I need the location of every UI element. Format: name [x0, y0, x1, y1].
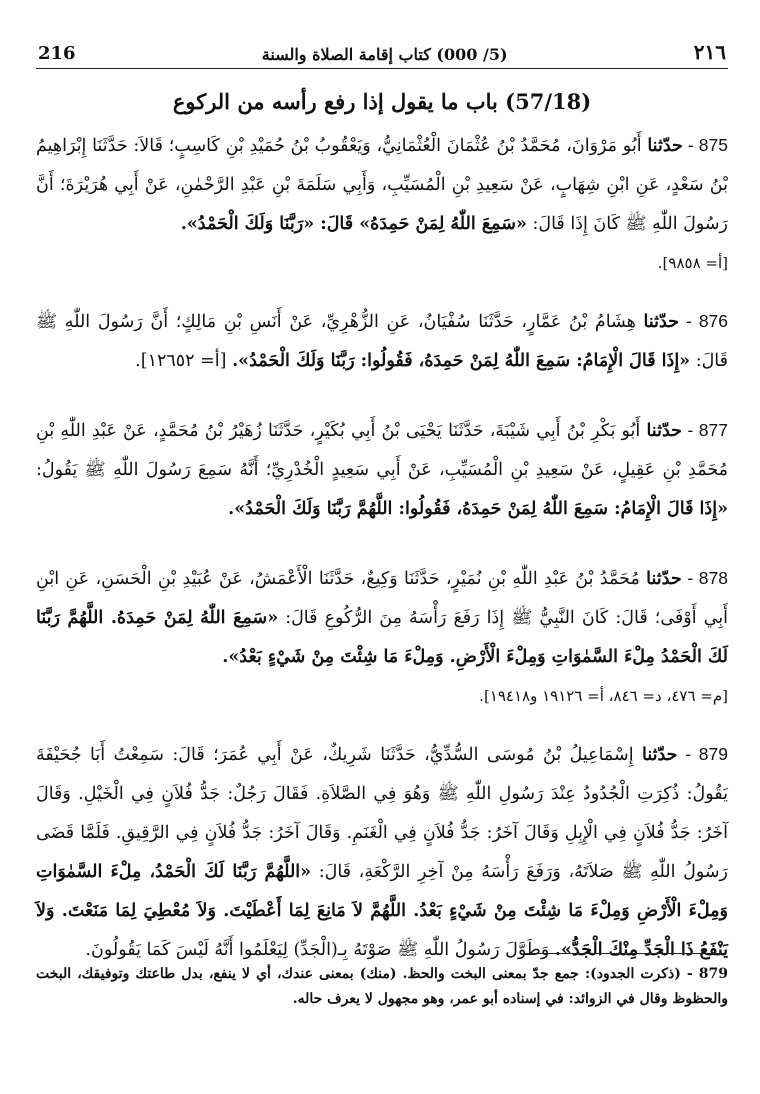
hadith-tail: وَطَوَّلَ رَسُولُ اللّٰهِ ﷺ صَوْتَهُ بِـ(الْجَدِّ) لِيَعْلَمُوا أَنَّهُ لَيْسَ كَمَا يَقُولُونَ.	[85, 940, 555, 960]
hadith-quote: «إِذَا قَالَ الْإِمَامُ: سَمِعَ اللّٰهُ لِمَنْ حَمِدَهُ، فَقُولُوا: رَبَّنَا وَلَكَ الْحَمْدُ».	[232, 351, 691, 371]
hadith-879	[36, 735, 728, 970]
hadith-875	[36, 126, 728, 244]
running-title: (5/ 000) كتاب إقامة الصلاة والسنة	[261, 45, 508, 64]
page	[36, 30, 728, 1000]
hadith-lead: حدّثنا	[647, 136, 683, 156]
hadith-number: 879 -	[677, 744, 728, 764]
hadith-text: أَبُو بَكْرِ بْنُ أَبِي شَيْبَةَ، حَدَّثَنَا يَحْيَى بْنُ أَبِي بُكَيْرٍ، حَدَّثَنَا زُهَيْرُ بْنُ مُحَمَّدٍ، عَنْ عَبْدِ اللّٰهِ بْنِ مُحَمَّدِ بْنِ عَقِيلٍ، عَنْ سَعِيدِ بْنِ الْمُسَيِّبِ، عَنْ أَبِي سَعِيدٍ الْخُدْرِيِّ؛ أَنَّهُ سَمِعَ رَسُولَ اللّٰهِ ﷺ يَقُولُ:	[36, 421, 728, 480]
page-header	[36, 30, 728, 69]
hadith-reference: [أ= ٩٨٥٨].	[657, 254, 728, 272]
hadith-lead: حدّثنا	[642, 745, 678, 765]
hadith-lead: حدّثنا	[643, 312, 680, 332]
hadith-text: هِشَامُ بْنُ عَمَّارٍ، حَدَّثَنَا سُفْيَانُ، عَنِ الزُّهْرِيِّ، عَنْ أَنَسِ بْنِ مَالِكٍ؛ أَنَّ رَسُولَ اللّٰهِ ﷺ قَالَ:	[36, 312, 728, 371]
footnote-separator	[524, 953, 724, 954]
hadith-quote: «سَمِعَ اللّٰهُ لِمَنْ حَمِدَهُ» قَالَ: «رَبَّنَا وَلَكَ الْحَمْدُ».	[180, 214, 527, 234]
hadith-lead: حدّثنا	[646, 421, 682, 441]
hadith-quote: «إِذَا قَالَ الْإِمَامُ: سَمِعَ اللّٰهُ لِمَنْ حَمِدَهُ، فَقُولُوا: اللَّهُمَّ رَبَّنَا وَلَكَ الْحَمْدُ».	[228, 499, 728, 519]
hadith-877	[36, 411, 728, 529]
hadith-reference: [م= ٤٧٦، د= ٨٤٦، أ= ١٩١٢٦ و١٩٤١٨].	[479, 687, 728, 705]
page-number-latin: 216	[38, 43, 76, 64]
hadith-number: 877 -	[681, 420, 728, 440]
hadith-878	[36, 559, 728, 677]
hadith-text: أَبُو مَرْوَانَ، مُحَمَّدُ بْنُ عُثْمَانَ الْعُثْمَانِيُّ، وَيَعْقُوبُ بْنُ حُمَيْدِ بْنِ كَاسِبٍ؛ قَالاَ: حَدَّثَنَا إِبْرَاهِيمُ بْنُ سَعْدٍ، عَنِ ابْنِ شِهَابٍ، عَنْ سَعِيدِ بْنِ الْمُسَيِّبِ، وَأَبِي سَلَمَةَ بْنِ عَبْدِ الرَّحْمٰنِ، عَنْ أَبِي هُرَيْرَةَ؛ أَنَّ رَسُولَ اللّٰهِ ﷺ كَانَ إِذَا قَالَ:	[36, 136, 728, 234]
hadith-number: 876 -	[679, 311, 729, 331]
hadith-lead: حدّثنا	[646, 569, 682, 589]
hadith-quote: «اللَّهُمَّ رَبَّنَا لَكَ الْحَمْدُ، مِلْءَ السَّمٰوَاتِ وَمِلْءَ الْأَرْضِ وَمِلْءَ مَا شِئْتَ مِنْ شَيْءٍ بَعْدُ. اللَّهُمَّ لاَ مَانِعَ لِمَا أَعْطَيْتَ. وَلاَ مُعْطِيَ لِمَا مَنَعْتَ. وَلاَ يَنْفَعُ ذَا الْجَدِّ مِنْكَ الْجَدُّ».	[36, 862, 728, 960]
hadith-text: مُحَمَّدُ بْنُ عَبْدِ اللّٰهِ بْنِ نُمَيْرٍ، حَدَّثَنَا وَكِيعٌ، حَدَّثَنَا الْأَعْمَشُ، عَنْ عُبَيْدِ بْنِ الْحَسَنِ، عَنِ ابْنِ أَبِي أَوْفَى؛ قَالَ: كَانَ النَّبِيُّ ﷺ إِذَا رَفَعَ رَأْسَهُ مِنَ الرُّكُوعِ قَالَ:	[36, 569, 728, 628]
page-number-arabic: ٢١٦	[693, 40, 726, 64]
hadith-reference: [أ= ١٢٦٥٢].	[135, 351, 227, 371]
hadith-quote: «سَمِعَ اللّٰهُ لِمَنْ حَمِدَهُ. اللَّهُمَّ رَبَّنَا لَكَ الْحَمْدُ مِلْءَ السَّمٰوَاتِ وَمِلْءَ الْأَرْضِ. وَمِلْءَ مَا شِئْتَ مِنْ شَيْءٍ بَعْدُ».	[36, 608, 728, 667]
hadith-876	[36, 302, 728, 381]
footnote: 879 - (ذكرت الجدود): جمع جدّ بمعنى البخت والحظ. (منك) بمعنى عندك، أي لا ينفع، بدل طاعتك وتوفيقك، البخت والحظوظ وقال في الزوائد: في إسناده أبو عمر، وهو مجهول لا يعرف حاله.	[36, 966, 728, 1007]
hadith-text: إِسْمَاعِيلُ بْنُ مُوسَى السُّدِّيُّ، حَدَّثَنَا شَرِيكٌ، عَنْ أَبِي عُمَرَ؛ قَالَ: سَمِعْتُ أَبَا جُحَيْفَةَ يَقُولُ: ذُكِرَتِ الْجُدُودُ عِنْدَ رَسُولِ اللّٰهِ ﷺ وَهُوَ فِي الصَّلاَةِ. فَقَالَ رَجُلٌ: جَدُّ فُلاَنٍ فِي الْخَيْلِ. وَقَالَ آخَرُ: جَدُّ فُلاَنٍ فِي الْإِبِلِ وَقَالَ آخَرُ: جَدُّ فُلاَنٍ فِي الْغَنَمِ. وَقَالَ آخَرُ: جَدُّ فُلاَنٍ فِي الرَّقِيقِ. فَلَمَّا قَضَى رَسُولُ اللّٰهِ ﷺ صَلاَتَهُ، وَرَفَعَ رَأْسَهُ مِنْ آخِرِ الرَّكْعَةِ، قَالَ:	[36, 745, 728, 882]
hadith-number: 878 -	[681, 568, 728, 588]
hadith-number: 875 -	[682, 135, 728, 155]
chapter-title: (57/18) باب ما يقول إذا رفع رأسه من الركوع	[172, 89, 592, 114]
